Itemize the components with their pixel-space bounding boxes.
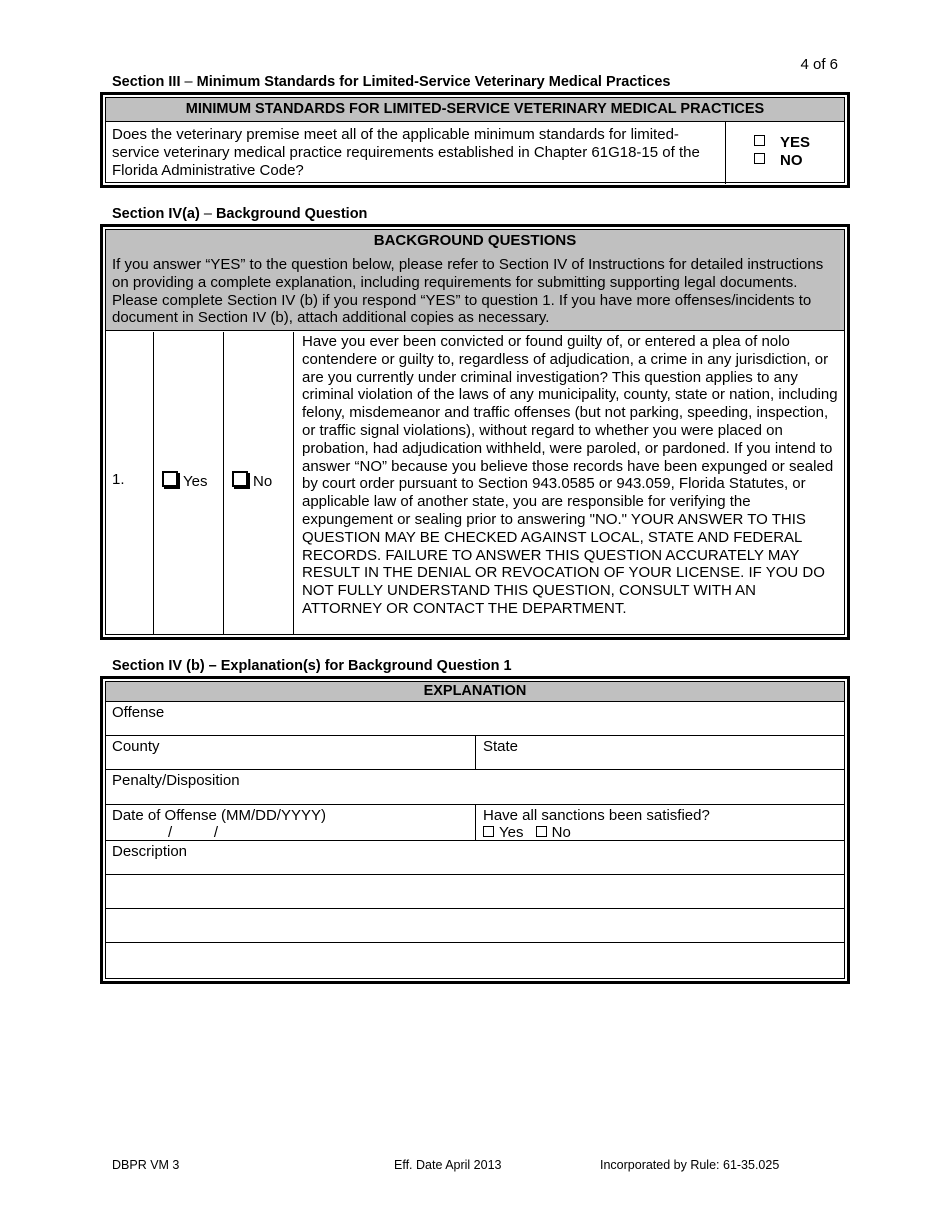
no-checkbox[interactable] xyxy=(754,153,765,164)
sanctions-yes-checkbox[interactable] xyxy=(483,826,494,837)
question-number: 1. xyxy=(112,471,125,488)
question-no-cell[interactable] xyxy=(224,332,294,634)
footer-rule: Incorporated by Rule: 61-35.025 xyxy=(600,1158,780,1172)
section-3-title-label: Section III xyxy=(112,74,181,90)
section-4a-title-label: Section IV(a) xyxy=(112,206,200,222)
description-line[interactable] xyxy=(106,943,844,977)
question-yes-option[interactable] xyxy=(162,471,207,490)
question-no-option[interactable] xyxy=(232,471,272,490)
footer-form-id: DBPR VM 3 xyxy=(112,1158,180,1172)
no-label: No xyxy=(253,473,273,490)
explanation-box xyxy=(100,676,850,984)
date-slashes[interactable]: / / xyxy=(168,824,219,841)
minimum-standards-header: MINIMUM STANDARDS FOR LIMITED-SERVICE VETERINARY MEDICAL PRACTICES xyxy=(106,98,844,122)
minimum-standards-yes-option[interactable] xyxy=(754,134,844,152)
minimum-standards-question: Does the veterinary premise meet all of the applicable minimum standards for limited-service veterinary medical practice requirements established in Chapter 61G18-15 of the Florida Administrative Code? xyxy=(106,122,726,184)
offense-label: Offense xyxy=(112,704,165,721)
no-checkbox[interactable] xyxy=(232,471,248,487)
background-questions-header xyxy=(106,230,844,331)
page-number: 4 of 6 xyxy=(800,56,838,73)
penalty-row[interactable] xyxy=(106,770,844,805)
explanation-header: EXPLANATION xyxy=(106,682,844,702)
column-divider xyxy=(475,736,476,769)
yes-label: YES xyxy=(780,134,811,151)
description-label: Description xyxy=(112,843,188,860)
no-label: NO xyxy=(780,152,803,169)
description-line[interactable] xyxy=(106,875,844,909)
penalty-label: Penalty/Disposition xyxy=(112,772,240,789)
section-3-title-text: Minimum Standards for Limited-Service Veterinary Medical Practices xyxy=(196,74,671,90)
county-state-row xyxy=(106,736,844,770)
section-4a-title-text: Background Question xyxy=(215,206,368,222)
offense-row[interactable] xyxy=(106,702,844,736)
sanctions-yes-label: Yes xyxy=(499,824,524,841)
description-line[interactable] xyxy=(106,909,844,943)
description-row[interactable] xyxy=(106,841,844,875)
background-questions-title: BACKGROUND QUESTIONS xyxy=(373,232,577,249)
section-4a-title-dash: – xyxy=(199,206,216,222)
yes-checkbox[interactable] xyxy=(162,471,178,487)
question-number-cell xyxy=(106,332,154,634)
section-4b-title: Section IV (b) – Explanation(s) for Background Question 1 xyxy=(112,658,512,674)
question-yes-cell[interactable] xyxy=(154,332,224,634)
date-of-offense-label: Date of Offense (MM/DD/YYYY) xyxy=(112,807,326,824)
sanctions-yes-option[interactable] xyxy=(483,824,523,841)
sanctions-label: Have all sanctions been satisfied? xyxy=(483,807,710,824)
sanctions-options xyxy=(483,824,571,841)
sanctions-no-checkbox[interactable] xyxy=(536,826,547,837)
yes-checkbox[interactable] xyxy=(754,135,765,146)
state-label: State xyxy=(483,738,519,755)
minimum-standards-box xyxy=(100,92,850,188)
sanctions-no-option[interactable] xyxy=(536,824,571,841)
section-3-title xyxy=(112,74,670,90)
background-question-text: Have you ever been convicted or found guilty of, or entered a plea of nolo contendere or guilty to, regardless of adjudication, a crime in any jurisdiction, or are you currently under criminal investigation? This question applies to any criminal violation of the laws of any municipality, county, state or nation, including felony, misdemeanor and traffic offenses (but not parking, speeding, inspection, or traffic signal violations), without regard to whether you were placed on probation, had adjudication withheld, were paroled, or pardoned. If you intend to answer “NO” because you believe those records have been expunged or sealed by court order pursuant to Section 943.0585 or 943.059, Florida Statutes, or applicable law of another state, you are responsible for verifying the expungement or sealing prior to answering "NO." YOUR ANSWER TO THIS QUESTION MAY BE CHECKED AGAINST LOCAL, STATE AND FEDERAL RECORDS. FAILURE TO ANSWER THIS QUESTION ACCURATELY MAY RESULT IN THE DENIAL OR REVOCATION OF YOUR LICENSE. IF YOU DO NOT FULLY UNDERSTAND THIS QUESTION, CONSULT WITH AN ATTORNEY OR CONTACT THE DEPARTMENT. xyxy=(302,333,838,617)
background-instructions: If you answer “YES” to the question below, please refer to Section IV of Instructions for detailed instructions on providing a complete explanation, including requirements for submitting supporting legal documents. Please complete Section IV (b) if you respond “YES” to question 1. If you have more offenses/incidents to document in Section IV (b), attach additional copies as necessary. xyxy=(112,256,824,327)
minimum-standards-no-option[interactable] xyxy=(754,152,844,170)
date-sanctions-row xyxy=(106,805,844,841)
yes-label: Yes xyxy=(183,473,208,490)
minimum-standards-answer xyxy=(727,122,844,184)
column-divider xyxy=(475,805,476,840)
footer-effective-date: Eff. Date April 2013 xyxy=(394,1158,502,1172)
section-3-title-dash: – xyxy=(180,74,197,90)
sanctions-no-label: No xyxy=(551,824,571,841)
background-questions-box xyxy=(100,224,850,640)
county-label: County xyxy=(112,738,160,755)
section-4a-title xyxy=(112,206,367,222)
